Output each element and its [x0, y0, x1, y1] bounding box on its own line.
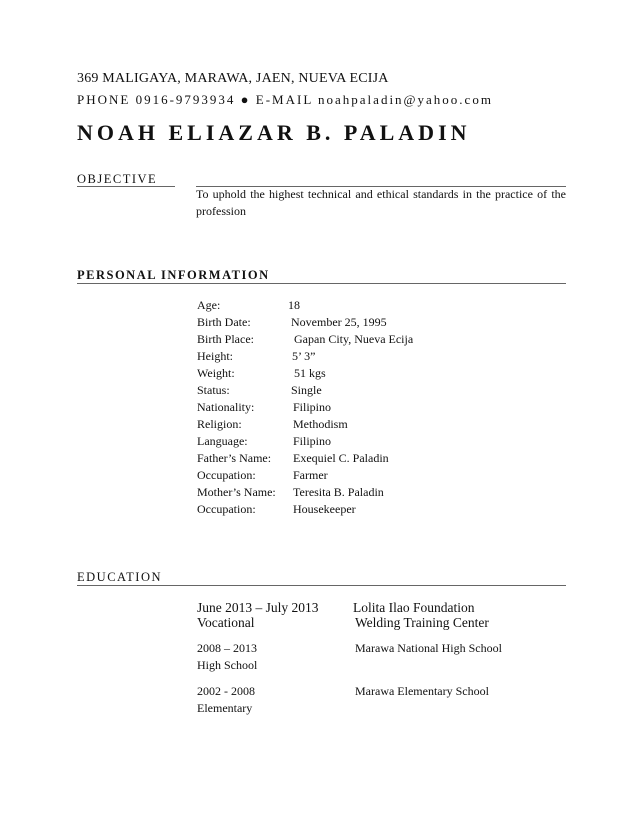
- info-value: Filipino: [293, 400, 332, 414]
- info-value: Single: [291, 383, 322, 397]
- info-label: Height:: [197, 349, 233, 363]
- info-label: Father’s Name:: [197, 451, 272, 465]
- objective-text: To uphold the highest technical and ethical standards in the practice of the profession: [196, 187, 566, 218]
- education-heading: EDUCATION: [77, 570, 163, 584]
- info-label: Weight:: [197, 366, 235, 380]
- edu-period: 2002 - 2008: [197, 684, 255, 698]
- info-value: 51 kgs: [294, 366, 326, 380]
- objective-heading: OBJECTIVE: [77, 172, 158, 186]
- info-label: Birth Date:: [197, 315, 251, 329]
- contact-line: PHONE 0916-9793934 ● E-MAIL noahpaladin@yahoo.com: [77, 92, 493, 107]
- info-value: Teresita B. Paladin: [293, 485, 384, 499]
- edu-school: Marawa National High School: [355, 641, 502, 655]
- info-value: Methodism: [293, 417, 348, 431]
- info-value: Filipino: [293, 434, 332, 448]
- applicant-name: NOAH ELIAZAR B. PALADIN: [77, 120, 471, 145]
- personal-info-divider: [77, 283, 566, 284]
- edu-school: Marawa Elementary School: [355, 684, 489, 698]
- info-label: Status:: [197, 383, 230, 397]
- info-label: Language:: [197, 434, 248, 448]
- edu-school: Lolita Ilao Foundation: [353, 600, 475, 615]
- info-value: Farmer: [293, 468, 328, 482]
- info-value: Housekeeper: [293, 502, 356, 516]
- info-label: Religion:: [197, 417, 242, 431]
- info-label: Birth Place:: [197, 332, 254, 346]
- edu-level: Vocational: [197, 615, 255, 630]
- info-value: Exequiel C. Paladin: [293, 451, 389, 465]
- info-label: Age:: [197, 298, 221, 312]
- address-line: 369 MALIGAYA, MARAWA, JAEN, NUEVA ECIJA: [77, 71, 389, 86]
- education-divider: [77, 585, 566, 586]
- info-value: 5’ 3”: [292, 349, 316, 363]
- info-label: Mother’s Name:: [197, 485, 276, 499]
- info-label: Occupation:: [197, 468, 256, 482]
- info-value: Gapan City, Nueva Ecija: [294, 332, 414, 346]
- edu-period: June 2013 – July 2013: [197, 600, 319, 615]
- info-value: 18: [288, 298, 300, 312]
- edu-school-line2: Welding Training Center: [355, 615, 489, 630]
- info-label: Occupation:: [197, 502, 256, 516]
- objective-divider-left: [77, 186, 175, 187]
- personal-info-heading: PERSONAL INFORMATION: [77, 268, 270, 282]
- edu-level: Elementary: [197, 701, 253, 715]
- edu-period: 2008 – 2013: [197, 641, 257, 655]
- info-label: Nationality:: [197, 400, 255, 414]
- edu-level: High School: [197, 658, 258, 672]
- info-value: November 25, 1995: [291, 315, 387, 329]
